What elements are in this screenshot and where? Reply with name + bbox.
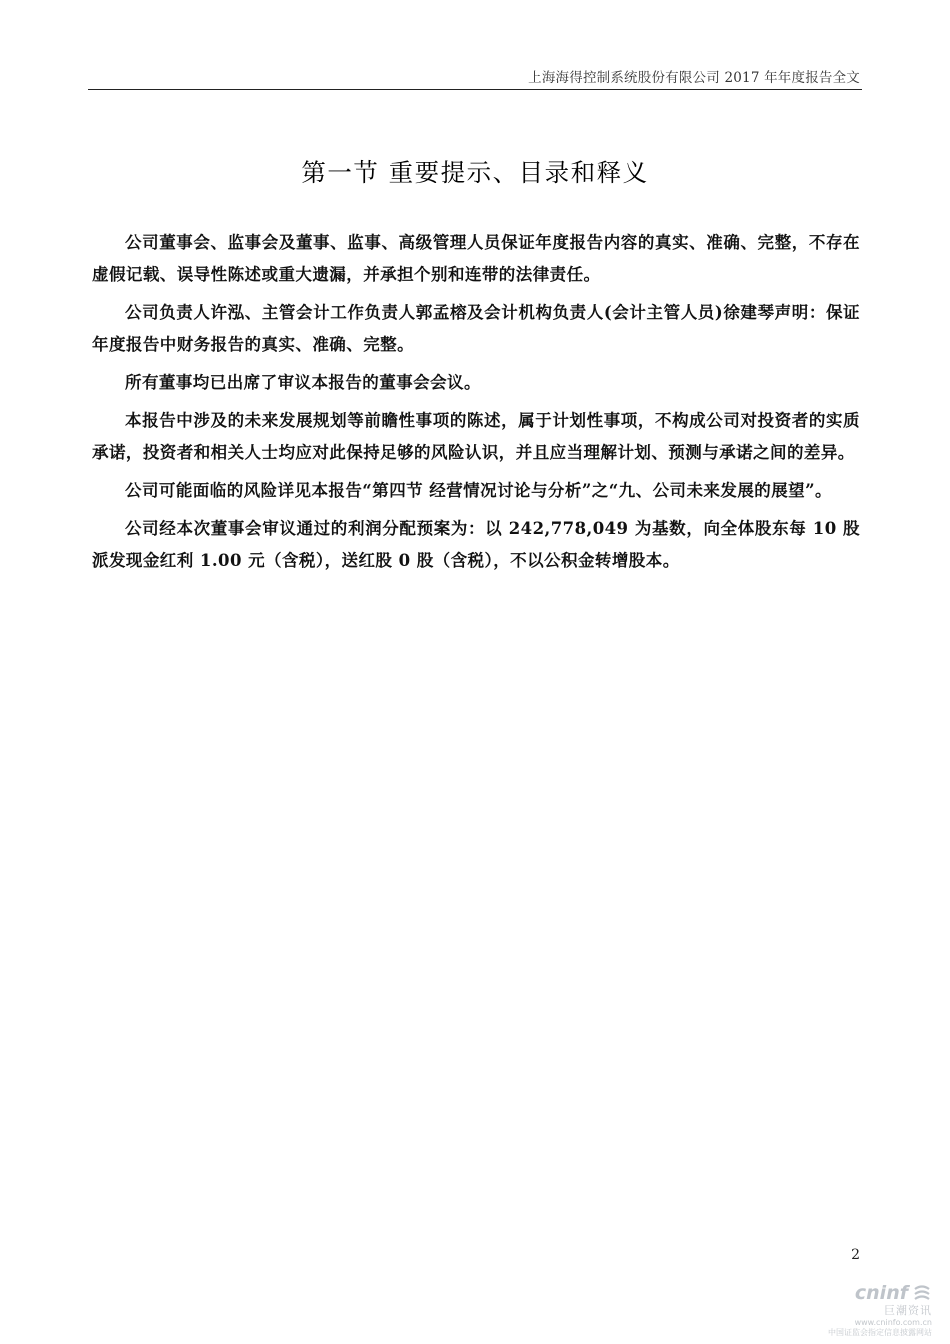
running-header: 上海海得控制系统股份有限公司 2017 年年度报告全文 bbox=[528, 70, 860, 86]
header-rule bbox=[88, 89, 862, 90]
paragraph-dividend: 公司经本次董事会审议通过的利润分配预案为：以 242,778,049 为基数，向全体股东每 10 股派发现金红利 1.00 元（含税），送红股 0 股（含税），不以公积金转增股本。 bbox=[92, 519, 860, 570]
body-content bbox=[92, 227, 860, 583]
cninfo-logo-icon bbox=[912, 1285, 932, 1301]
watermark-logo bbox=[812, 1282, 932, 1304]
paragraph-forward-looking: 本报告中涉及的未来发展规划等前瞻性事项的陈述，属于计划性事项，不构成公司对投资者的实质承诺，投资者和相关人士均应对此保持足够的风险认识，并且应当理解计划、预测与承诺之间的差异。 bbox=[92, 411, 860, 462]
paragraph-risk: 公司可能面临的风险详见本报告“第四节 经营情况讨论与分析”之“九、公司未来发展的展望”。 bbox=[125, 481, 833, 500]
paragraph-attendance: 所有董事均已出席了审议本报告的董事会会议。 bbox=[125, 373, 481, 392]
paragraph-responsibility: 公司董事会、监事会及董事、监事、高级管理人员保证年度报告内容的真实、准确、完整，不存在虚假记载、误导性陈述或重大遗漏，并承担个别和连带的法律责任。 bbox=[92, 233, 860, 284]
watermark-url: www.cninfo.com.cn bbox=[854, 1318, 932, 1327]
section-title: 第一节 重要提示、目录和释义 bbox=[301, 158, 649, 187]
watermark-logo-text: cninf bbox=[854, 1282, 908, 1304]
paragraph-declaration: 公司负责人许泓、主管会计工作负责人郭孟榕及会计机构负责人(会计主管人员)徐建琴声明：保证年度报告中财务报告的真实、准确、完整。 bbox=[92, 303, 860, 354]
page-number: 2 bbox=[851, 1247, 860, 1263]
watermark-tagline: 中国证监会指定信息披露网站 bbox=[828, 1328, 932, 1337]
watermark-cn-text: 巨潮资讯 bbox=[884, 1304, 932, 1317]
cninfo-watermark bbox=[812, 1282, 932, 1338]
